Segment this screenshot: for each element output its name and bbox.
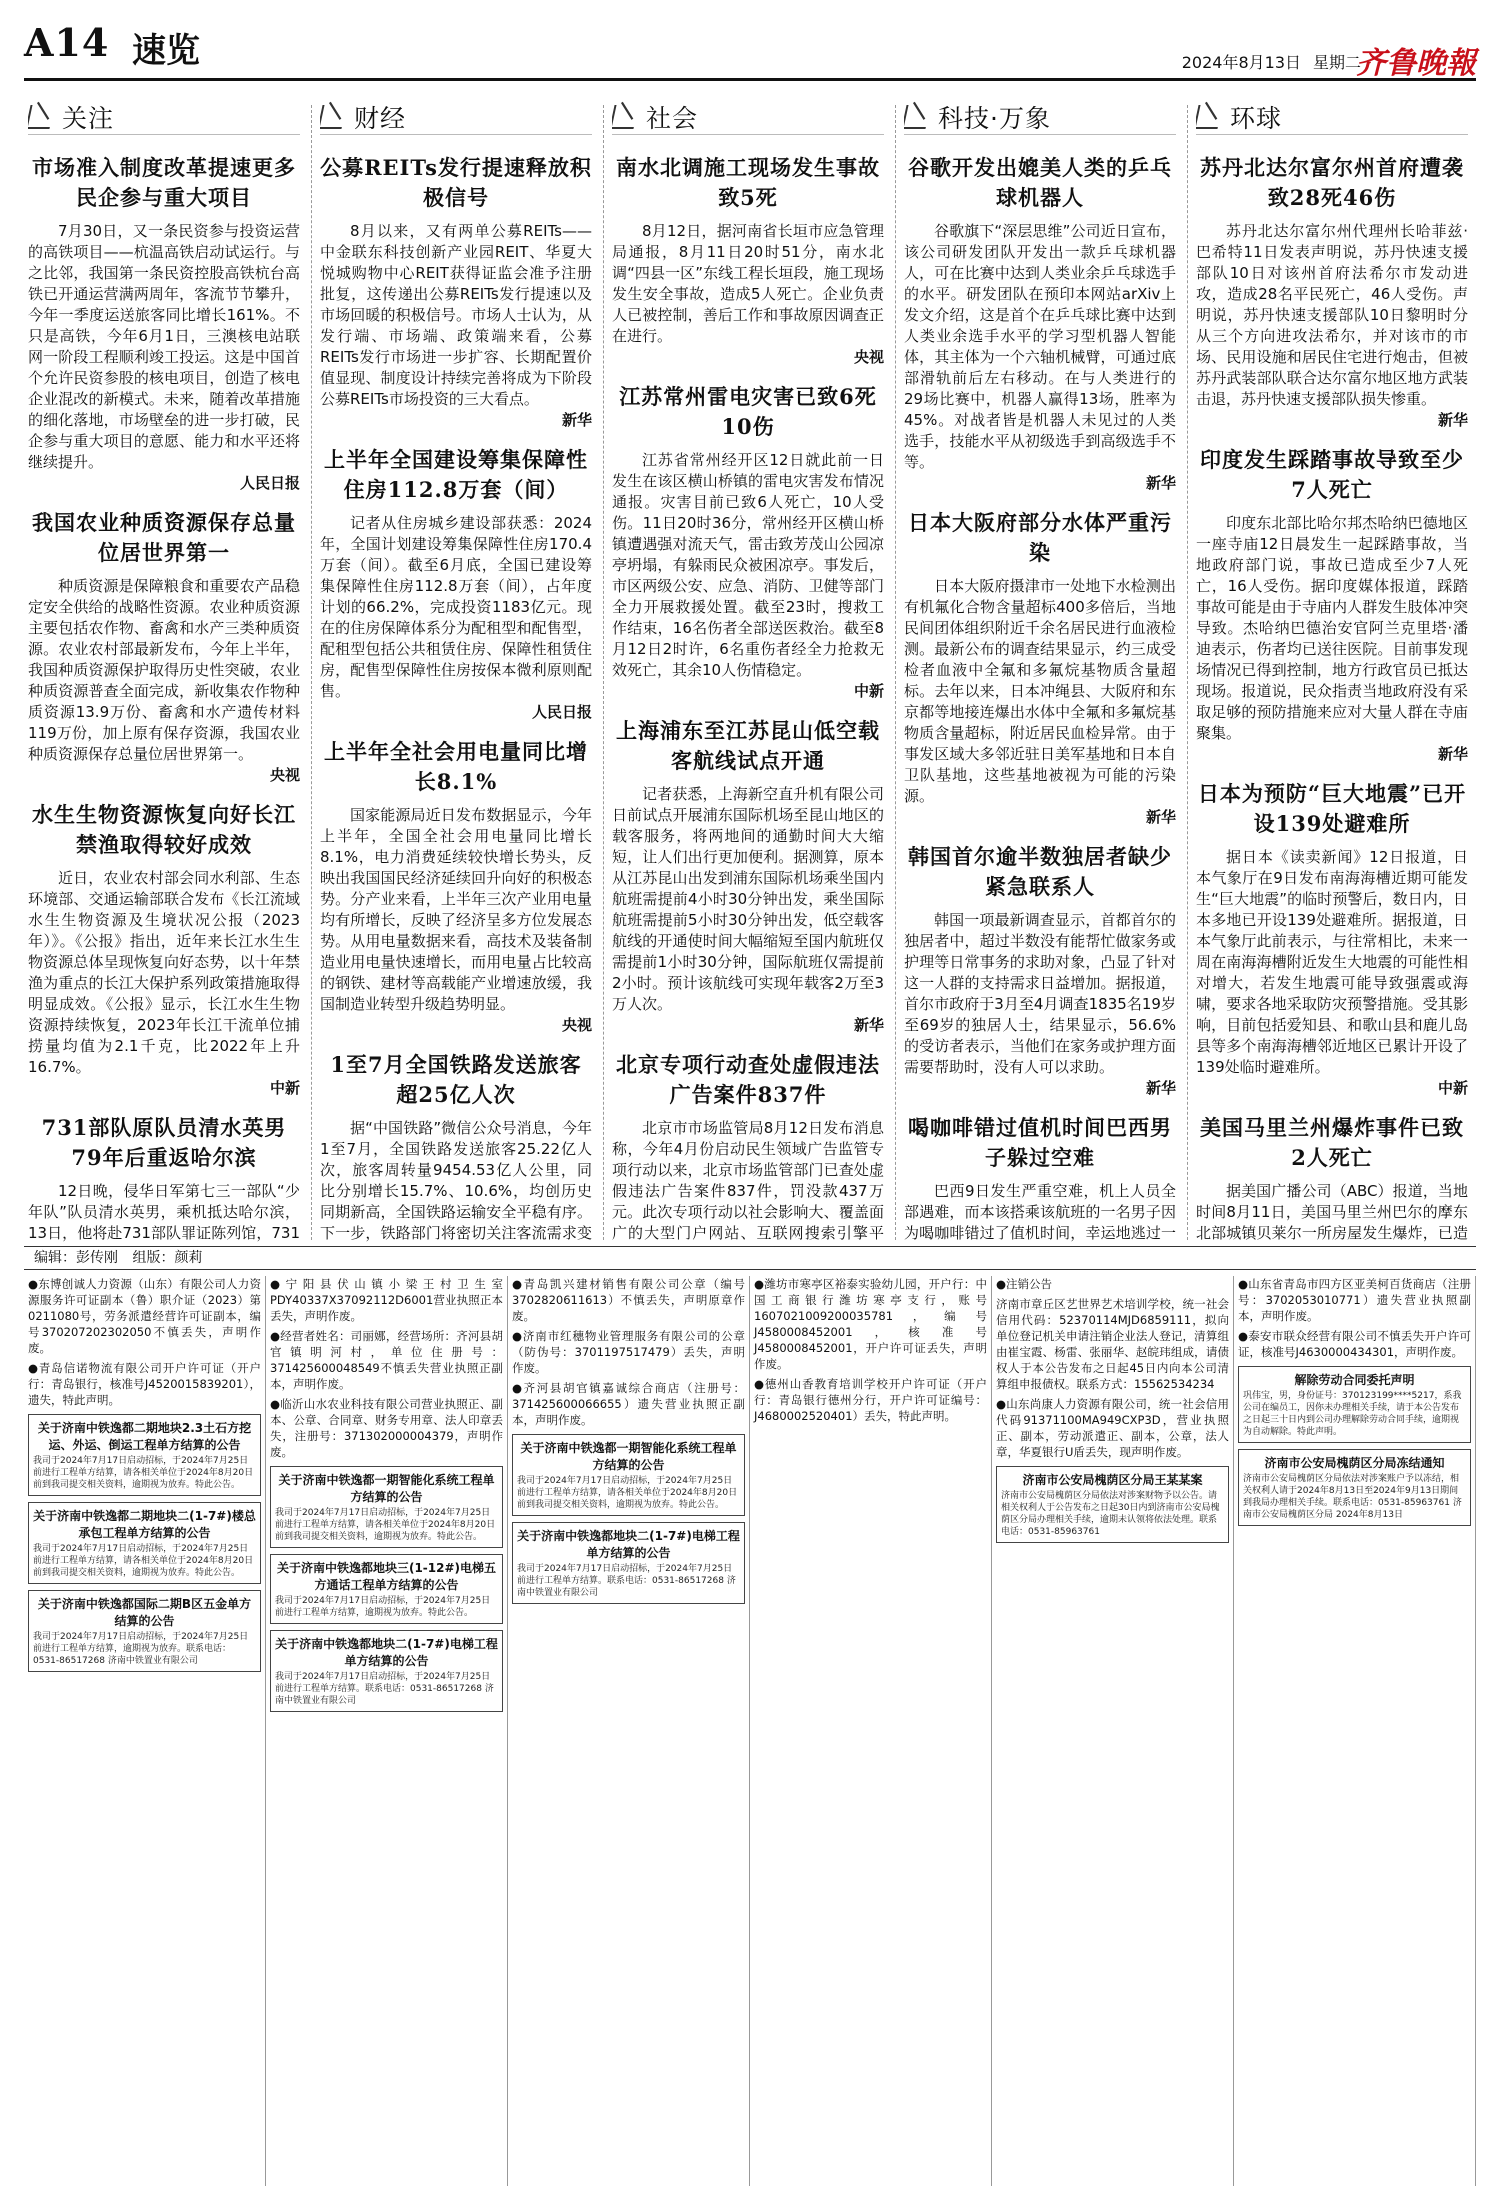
notice-box xyxy=(1238,1366,1471,1443)
news-article xyxy=(320,153,592,431)
article-body: 12日晚，侵华日军第七三一部队“少年队”队员清水英男，乘机抵达哈尔滨，13日，他将赴731部队罪证陈列馆，731 xyxy=(28,1182,300,1242)
news-article xyxy=(904,1113,1176,1242)
article-headline: 上半年全国建设筹集保障性住房112.8万套（间） xyxy=(324,447,588,502)
article-headline: 日本为预防“巨大地震”已开设139处避难所 xyxy=(1197,781,1467,836)
column-caijing xyxy=(320,100,592,1242)
section-arrow-icon xyxy=(612,105,639,129)
article-body: 8月以来，又有两单公募REITs——中金联东科技创新产业园REIT、华夏大悦城购物中心REIT获得证监会准予注册批复，这传递出公募REITs发行提速以及市场回暖的积极信号。市场人士认为，从发行端、市场端、政策端来看，公募REITs发行市场进一步扩容、长期配置价值显现、制度设计持续完善将成为下阶段公募REITs市场投资的三大看点。 xyxy=(320,222,592,408)
page-header xyxy=(24,18,1476,81)
notice-column xyxy=(24,1276,266,2186)
section-arrow-icon xyxy=(320,105,347,129)
article-headline: 美国马里兰州爆炸事件已致2人死亡 xyxy=(1200,1115,1464,1170)
column-shehui xyxy=(612,100,884,1242)
article-headline: 上半年全社会用电量同比增长8.1% xyxy=(324,739,588,794)
notice-column xyxy=(992,1276,1234,2186)
section-arrow-icon xyxy=(1196,105,1223,129)
article-source: 新华 xyxy=(1145,1079,1176,1097)
article-headline: 市场准入制度改革提速更多民企参与重大项目 xyxy=(32,155,296,210)
article-headline: 苏丹北达尔富尔州首府遭袭致28死46伤 xyxy=(1200,155,1464,210)
article-body: 记者获悉，上海新空直升机有限公司日前试点开展浦东国际机场至昆山地区的载客服务，将两地间的通勤时间大大缩短，让人们出行更加便利。据测算，原本从江苏昆山出发到浦东国际机场乘坐国内航班需提前4小时30分钟出发，乘坐国际航班需提前5小时30分钟出发，低空载客航线的开通使时间大幅缩短至国内航班仅需提前1小时30分钟，国际航班仅需提前2小时。预计该航线可实现年载客2万至3万人次。 xyxy=(612,785,884,1013)
news-article xyxy=(320,737,592,1036)
column-guanzhu xyxy=(28,100,300,1242)
article-headline: 731部队原队员清水英男79年后重返哈尔滨 xyxy=(41,1115,287,1170)
page-number: A14 xyxy=(24,20,110,65)
section-name: 社会 xyxy=(646,104,699,133)
news-article xyxy=(612,382,884,702)
section-name: 财经 xyxy=(354,104,407,133)
notice-box xyxy=(1238,1449,1471,1526)
article-source: 新华 xyxy=(1437,411,1468,429)
article-source: 新华 xyxy=(1145,808,1176,826)
article-body: 苏丹北达尔富尔州代理州长哈菲兹·巴希特11日发表声明说，苏丹快速支援部队10日对该州首府法希尔市发动进攻，造成28名平民死亡，46人受伤。声明说，苏丹快速支援部队10日黎明时分从三个方向进攻法希尔，并对该市的市场、民用设施和居民住宅进行炮击，但被苏丹武装部队联合达尔富尔地区地方武装击退，苏丹快速支援部队损失惨重。 xyxy=(1196,222,1468,408)
editor-credits xyxy=(24,1246,1476,1270)
section-header xyxy=(28,100,300,135)
article-headline: 谷歌开发出媲美人类的乒乓球机器人 xyxy=(908,155,1172,210)
notice-box-heading: 济南市公安局槐荫区分局王某某案 xyxy=(1022,1473,1203,1487)
column-keji-wanxiang xyxy=(904,100,1176,1242)
notice-box-body: 我司于2024年7月17日启动招标，于2024年7月25日前进行工程单方结算。联系电话：0531-86517268 济南中铁置业有限公司 xyxy=(517,1564,736,1598)
news-article xyxy=(28,508,300,786)
news-article xyxy=(1196,445,1468,765)
article-body: 韩国一项最新调查显示，首都首尔的独居者中，超过半数没有能帮忙做家务或护理等日常事务的求助对象，凸显了针对这一人群的支持需求日益增加。据报道，首尔市政府于3月至4月调查1835名19岁至69岁的独居人士，结果显示，56.6%的受访者表示，当他们在家务或护理方面需要帮助时，没有人可以求助。 xyxy=(904,911,1176,1076)
notice-column xyxy=(750,1276,992,2186)
article-source: 人民日报 xyxy=(531,703,592,721)
section-arrow-icon xyxy=(28,105,55,129)
notice-box-heading: 关于济南中铁逸都地块二(1-7#)电梯工程单方结算的公告 xyxy=(275,1637,498,1668)
news-article xyxy=(320,1050,592,1242)
layout-editor-name: 组版：颜莉 xyxy=(132,1250,203,1266)
notice-item: ●东博创诚人力资源（山东）有限公司人力资源服务许可证副本（鲁）职介证（2023）第0211080号，劳务派遣经营许可证副本，编号370207202302050不慎丢失，声明作废。 xyxy=(28,1277,261,1355)
article-source: 央视 xyxy=(853,348,884,366)
article-headline: 江苏常州雷电灾害已致6死10伤 xyxy=(619,384,877,439)
article-headline: 公募REITs发行提速释放积极信号 xyxy=(320,155,592,210)
notice-box-heading: 关于济南中铁逸都一期智能化系统工程单方结算的公告 xyxy=(278,1473,495,1504)
notice-box-heading: 关于济南中铁逸都国际二期B区五金单方结算的公告 xyxy=(37,1597,252,1628)
notice-item: ●泰安市联众经营有限公司不慎丢失开户许可证，核准号J4630000434301，声明作废。 xyxy=(1238,1329,1471,1359)
column-divider xyxy=(895,105,896,1240)
section-arrow-icon xyxy=(904,105,931,129)
article-body: 7月30日，又一条民资参与投资运营的高铁项目——杭温高铁启动试运行。与之比邻，我国第一条民资控股高铁杭台高铁已开通运营满两周年，客流节节攀升，今年一季度运送旅客同比增长161%。不只是高铁，今年6月1日，三澳核电站联网一阶段工程顺利竣工投运。这是中国首个允许民资参股的核电项目，创造了核电企业混改的新模式。未来，随着改革措施的细化落地，市场壁垒的进一步打破，民企参与重大项目的意愿、能力和水平还将继续提升。 xyxy=(28,222,300,471)
editor-name: 编辑：彭传刚 xyxy=(34,1250,118,1266)
column-huanqiu xyxy=(1196,100,1468,1242)
notice-box-body: 我司于2024年7月17日启动招标，于2024年7月25日前进行工程单方结算，请各相关单位于2024年8月20日前到我司提交相关资料，逾期视为放弃。特此公告。 xyxy=(517,1476,738,1510)
notice-item: ●宁阳县伏山镇小梁王村卫生室PDY40337X37092112D6001营业执照正本丢失，声明作废。 xyxy=(270,1277,503,1323)
notice-box xyxy=(996,1466,1229,1543)
news-article xyxy=(904,842,1176,1099)
article-headline: 1至7月全国铁路发送旅客超25亿人次 xyxy=(330,1052,582,1107)
article-headline: 我国农业种质资源保存总量位居世界第一 xyxy=(32,510,296,565)
article-source: 新华 xyxy=(561,411,592,429)
article-body: 近日，农业农村部会同水利部、生态环境部、交通运输部联合发布《长江流域水生生物资源及生境状况公报（2023年）》。《公报》指出，近年来长江水生生物资源总体呈现恢复向好态势，以十年禁渔为重点的长江大保护系列政策措施取得明显成效。《公报》显示，长江水生生物资源持续恢复，2023年长江干流单位捕捞量均值为2.1千克，比2022年上升16.7%。 xyxy=(28,869,300,1076)
notice-box-body: 济南市公安局槐荫区分局依法对涉案财物予以公告。请相关权利人于公告发布之日起30日内到济南市公安局槐荫区分局办理相关手续，逾期未认领将依法处理。联系电话：0531-85963761 xyxy=(1001,1491,1220,1537)
article-body: 日本大阪府摄津市一处地下水检测出有机氟化合物含量超标400多倍后，当地民间团体组织附近千余名居民进行血液检测。最新公布的调查结果显示，约三成受检者血液中全氟和多氟烷基物质含量超标。去年以来，日本冲绳县、大阪府和东京都等地接连爆出水体中全氟和多氟烷基物质含量超标，附近居民血检异常。由于事发区域大多邻近驻日美军基地和日本自卫队基地，这些基地被视为可能的污染源。 xyxy=(904,577,1176,805)
notice-box-body: 巩伟宝，男，身份证号：370123199****5217，系我公司在编员工，因你未办理相关手续，请于本公告发布之日起三十日内到公司办理解除劳动合同手续，逾期视为自动解除。特此声明。 xyxy=(1243,1391,1462,1437)
article-source: 新华 xyxy=(1437,745,1468,763)
news-article xyxy=(904,508,1176,828)
notice-box-body: 我司于2024年7月17日启动招标，于2024年7月25日前进行工程单方结算。联系电话：0531-86517268 济南中铁置业有限公司 xyxy=(275,1672,494,1706)
newspaper-logo: 齐鲁晚報 xyxy=(1356,46,1476,81)
notice-item: ●山东尚康人力资源有限公司，统一社会信用代码91371100MA949CXP3D，营业执照正、副本，劳动派遣正、副本，公章，法人章，华夏银行U盾丢失，现声明作废。 xyxy=(996,1397,1229,1459)
news-article xyxy=(904,153,1176,494)
notice-box-body: 我司于2024年7月17日启动招标，于2024年7月25日前进行工程单方结算，请各相关单位于2024年8月20日前到我司提交相关资料，逾期视为放弃。特此公告。 xyxy=(33,1456,254,1490)
section-name: 环球 xyxy=(1230,104,1283,133)
news-article xyxy=(612,153,884,368)
article-headline: 南水北调施工现场发生事故致5死 xyxy=(616,155,880,210)
article-source: 中新 xyxy=(269,1079,300,1097)
news-article xyxy=(28,800,300,1099)
article-body: 8月12日，据河南省长垣市应急管理局通报，8月11日20时51分，南水北调“四县一区”东线工程长垣段，施工现场发生安全事故，造成5人死亡。企业负责人已被控制，善后工作和事故原因调查正在进行。 xyxy=(612,222,884,345)
notice-box xyxy=(270,1554,503,1624)
column-divider xyxy=(1187,105,1188,1240)
column-divider xyxy=(603,105,604,1240)
notice-box xyxy=(28,1590,261,1672)
notice-box xyxy=(270,1630,503,1712)
notice-column xyxy=(508,1276,750,2186)
section-name: 科技·万象 xyxy=(938,104,1051,133)
notice-box xyxy=(270,1466,503,1548)
notice-box-heading: 济南市公安局槐荫区分局冻结通知 xyxy=(1264,1456,1445,1470)
notice-box xyxy=(512,1434,745,1516)
article-body: 国家能源局近日发布数据显示，今年上半年，全国全社会用电量同比增长8.1%，电力消费延续较快增长势头，反映出我国国民经济延续回升向好的积极态势。分产业来看，上半年三次产业用电量均有所增长，反映了经济呈多方位发展态势。从用电量数据来看，高技术及装备制造业用电量快速增长，而用电量占比较高的钢铁、建材等高载能产业增速放缓，我国制造业转型升级趋势明显。 xyxy=(320,806,592,1013)
column-divider xyxy=(311,105,312,1240)
issue-date: 2024年8月13日 xyxy=(1181,53,1301,72)
news-article xyxy=(28,1113,300,1242)
issue-weekday: 星期二 xyxy=(1312,53,1361,72)
notice-item: ●临沂山水农业科技有限公司营业执照正、副本、公章、合同章、财务专用章、法人印章丢失，注册号：371302000004379，声明作废。 xyxy=(270,1397,503,1459)
notice-box-body: 济南市公安局槐荫区分局依法对涉案账户予以冻结，相关权利人请于2024年8月13日至2024年9月13日期间到我局办理相关手续。联系电话：0531-85963761 济南市公安局槐荫区分局 2024年8月13日 xyxy=(1243,1474,1462,1520)
page-section-title: 速览 xyxy=(132,31,200,71)
article-body: 据日本《读卖新闻》12日报道，日本气象厅在9日发布南海海槽近期可能发生“巨大地震”的临时预警后，数日内，日本多地已开设139处避难所。据报道，日本气象厅此前表示，与往常相比，未来一周在南海海槽附近发生大地震的可能性相对增大，若发生地震可能导致强震或海啸，要求各地采取防灾预警措施。受其影响，目前包括爱知县、和歌山县和鹿儿岛县等多个南海海槽邻近地区已累计开设了139处临时避难所。 xyxy=(1196,848,1468,1076)
news-article xyxy=(1196,779,1468,1099)
notice-item: ●青岛凯兴建材销售有限公司公章（编号3702820611613）不慎丢失，声明原章作废。 xyxy=(512,1277,745,1323)
article-source: 中新 xyxy=(853,682,884,700)
article-source: 新华 xyxy=(1145,474,1176,492)
notice-box-body: 我司于2024年7月17日启动招标，于2024年7月25日前进行工程单方结算，请各相关单位于2024年8月20日前到我司提交相关资料，逾期视为放弃。特此公告。 xyxy=(275,1508,496,1542)
article-source: 新华 xyxy=(853,1016,884,1034)
notice-box xyxy=(512,1522,745,1604)
notice-box-body: 我司于2024年7月17日启动招标，于2024年7月25日前进行工程单方结算，逾期视为放弃。联系电话：0531-86517268 济南中铁置业有限公司 xyxy=(33,1632,249,1666)
notice-box-body: 我司于2024年7月17日启动招标，于2024年7月25日前进行工程单方结算，请各相关单位于2024年8月20日前到我司提交相关资料，逾期视为放弃。特此公告。 xyxy=(33,1544,254,1578)
notice-column xyxy=(266,1276,508,2186)
notice-box-heading: 关于济南中铁逸都二期地块2.3土石方挖运、外运、倒运工程单方结算的公告 xyxy=(37,1421,252,1452)
notice-box-heading: 关于济南中铁逸都二期地块二(1-7#)楼总承包工程单方结算的公告 xyxy=(33,1509,256,1540)
article-headline: 印度发生踩踏事故导致至少7人死亡 xyxy=(1200,447,1464,502)
notice-item: ●山东省青岛市四方区亚美柯百货商店（注册号：3702053010771）遗失营业执照副本，声明作废。 xyxy=(1238,1277,1471,1323)
notice-item: ●潍坊市寒亭区裕泰实验幼儿园，开户行：中国工商银行潍坊寒亭支行，账号1607021009200035781，编号J4580008452001，核准号J4580008452001，开户许可证丢失，声明作废。 xyxy=(754,1277,987,1371)
section-name: 关注 xyxy=(62,104,115,133)
notice-item: ●德州山香教育培训学校开户许可证（开户行：青岛银行德州分行，开户许可证编号：J4680002520401）丢失，特此声明。 xyxy=(754,1377,987,1423)
notice-item: ●注销公告 xyxy=(996,1277,1053,1291)
article-body: 江苏省常州经开区12日就此前一日发生在该区横山桥镇的雷电灾害发布情况通报。灾害目前已致6人死亡，10人受伤。11日20时36分，常州经开区横山桥镇遭遇强对流天气，雷击致芳茂山公园凉亭坍塌，有躲雨民众被困凉亭。事发后，市区两级公安、应急、消防、卫健等部门全力开展救援处置。截至23时，搜救工作结束，16名伤者全部送医救治。截至8月12日2时许，6名重伤者经全力抢救无效死亡，其余10人伤情稳定。 xyxy=(612,451,884,679)
news-article xyxy=(1196,1113,1468,1242)
section-header xyxy=(1196,100,1468,135)
article-body: 印度东北部比哈尔邦杰哈纳巴德地区一座寺庙12日晨发生一起踩踏事故，当地政府部门说，事故已造成至少7人死亡，16人受伤。据印度媒体报道，踩踏事故可能是由于寺庙内人群发生肢体冲突导致。杰哈纳巴德治安官阿兰克里塔·潘迪表示，伤者均已送往医院。目前事发现场情况已得到控制，地方行政官员已抵达现场。报道说，民众指责当地政府没有采取足够的预防措施来应对大量人群在寺庙聚集。 xyxy=(1196,514,1468,742)
article-body: 据美国广播公司（ABC）报道，当地时间8月11日，美国马里兰州巴尔的摩东北部城镇贝莱尔一所房屋发生爆炸，已造 xyxy=(1196,1182,1468,1242)
notice-item: 济南市章丘区艺世界艺术培训学校，统一社会信用代码：52370114MJD6859111，拟向单位登记机关申请注销企业法人登记，清算组由崔宝霞、杨雷、张丽华、赵皖玮组成，请债权人于本公告发布之日起45日内向本公司清算组申报债权。联系方式：15562534234 xyxy=(996,1297,1229,1391)
article-source: 央视 xyxy=(561,1016,592,1034)
notice-item: ●济南市红穗物业管理服务有限公司的公章（防伪号：3701197517479）丢失，声明作废。 xyxy=(512,1329,745,1375)
article-headline: 韩国首尔逾半数独居者缺少紧急联系人 xyxy=(908,844,1172,899)
news-article xyxy=(1196,153,1468,431)
section-header xyxy=(904,100,1176,135)
news-article xyxy=(612,716,884,1036)
news-article xyxy=(28,153,300,494)
notice-column xyxy=(1234,1276,1476,2186)
article-body: 谷歌旗下“深层思维”公司近日宣布，该公司研发团队开发出一款乒乓球机器人，可在比赛中达到人类业余乒乓球选手的水平。研发团队在预印本网站arXiv上发文介绍，这是首个在乒乓球比赛中达到人类业余选手水平的学习型机器人智能体，其主体为一个六轴机械臂，可通过底部滑轨前后左右移动。在与人类进行的29场比赛中，机器人赢得13场，胜率为45%。对战者皆是机器人未见过的人类选手，技能水平从初级选手到高级选手不等。 xyxy=(904,222,1176,471)
article-headline: 喝咖啡错过值机时间巴西男子躲过空难 xyxy=(908,1115,1172,1170)
article-body: 北京市市场监管局8月12日发布消息称，今年4月份启动民生领域广告监管专项行动以来，北京市场监管部门已查处虚假违法广告案件837件，罚没款437万元。此次专项行动以社会影响大、覆盖面广的大型门户网站、互联网搜索引擎平 xyxy=(612,1119,884,1242)
article-body: 巴西9日发生严重空难，机上人员全部遇难，而本该搭乘该航班的一名男子因为喝咖啡错过了值机时间，幸运地逃过一 xyxy=(904,1182,1176,1242)
section-header xyxy=(612,100,884,135)
notice-item: ●青岛信诺物流有限公司开户许可证（开户行：青岛银行，核准号J4520015839201），遗失，特此声明。 xyxy=(28,1361,261,1407)
article-source: 中新 xyxy=(1437,1079,1468,1097)
article-headline: 日本大阪府部分水体严重污染 xyxy=(908,510,1172,565)
article-source: 人民日报 xyxy=(239,474,300,492)
article-headline: 北京专项行动查处虚假违法广告案件837件 xyxy=(616,1052,880,1107)
notice-box-heading: 解除劳动合同委托声明 xyxy=(1294,1373,1415,1387)
article-headline: 水生生物资源恢复向好长江禁渔取得较好成效 xyxy=(32,802,296,857)
notice-box xyxy=(28,1502,261,1584)
notice-box-body: 我司于2024年7月17日启动招标，于2024年7月25日前进行工程单方结算，逾期视为放弃。特此公告。 xyxy=(275,1596,491,1618)
notice-box-heading: 关于济南中铁逸都一期智能化系统工程单方结算的公告 xyxy=(520,1441,737,1472)
article-headline: 上海浦东至江苏昆山低空载客航线试点开通 xyxy=(616,718,880,773)
notice-box-heading: 关于济南中铁逸都地块三(1-12#)电梯五方通话工程单方结算的公告 xyxy=(276,1561,497,1592)
article-body: 种质资源是保障粮食和重要农产品稳定安全供给的战略性资源。农业种质资源主要包括农作物、畜禽和水产三类种质资源。农业农村部最新发布，今年上半年，我国种质资源保护取得历史性突破，农业种质资源普查全面完成，新收集农作物种质资源13.9万份、畜禽和水产遗传材料119万份，加上原有保存资源，我国农业种质资源保存总量位居世界第一。 xyxy=(28,577,300,763)
news-article xyxy=(320,445,592,723)
notice-item: ●齐河县胡官镇嘉诚综合商店（注册号：371425600066655）遗失营业执照正副本，声明作废。 xyxy=(512,1381,745,1427)
section-header xyxy=(320,100,592,135)
article-source: 央视 xyxy=(269,766,300,784)
article-body: 据“中国铁路”微信公众号消息，今年1至7月，全国铁路发送旅客25.22亿人次，旅客周转量9454.53亿人公里，同比分别增长15.7%、10.6%，均创历史同期新高，全国铁路运输安全平稳有序。下一步，铁路部门将密切关注客流需求变 xyxy=(320,1119,592,1242)
notice-item: ●经营者姓名：司丽娜，经营场所：齐河县胡官镇明河村，单位住册号：371425600048549不慎丢失营业执照正副本，声明作废。 xyxy=(270,1329,503,1391)
notices-section xyxy=(24,1276,1476,2186)
notice-box-heading: 关于济南中铁逸都地块二(1-7#)电梯工程单方结算的公告 xyxy=(517,1529,740,1560)
notice-box xyxy=(28,1414,261,1496)
article-body: 记者从住房城乡建设部获悉：2024年，全国计划建设筹集保障性住房170.4万套（间）。截至6月底，全国已建设筹集保障性住房112.8万套（间），占年度计划的66.2%，完成投资1183亿元。现在的住房保障体系分为配租型和配售型，配租型包括公共租赁住房、保障性租赁住房，配售型保障性住房按保本微利原则配售。 xyxy=(320,514,592,700)
news-article xyxy=(612,1050,884,1242)
